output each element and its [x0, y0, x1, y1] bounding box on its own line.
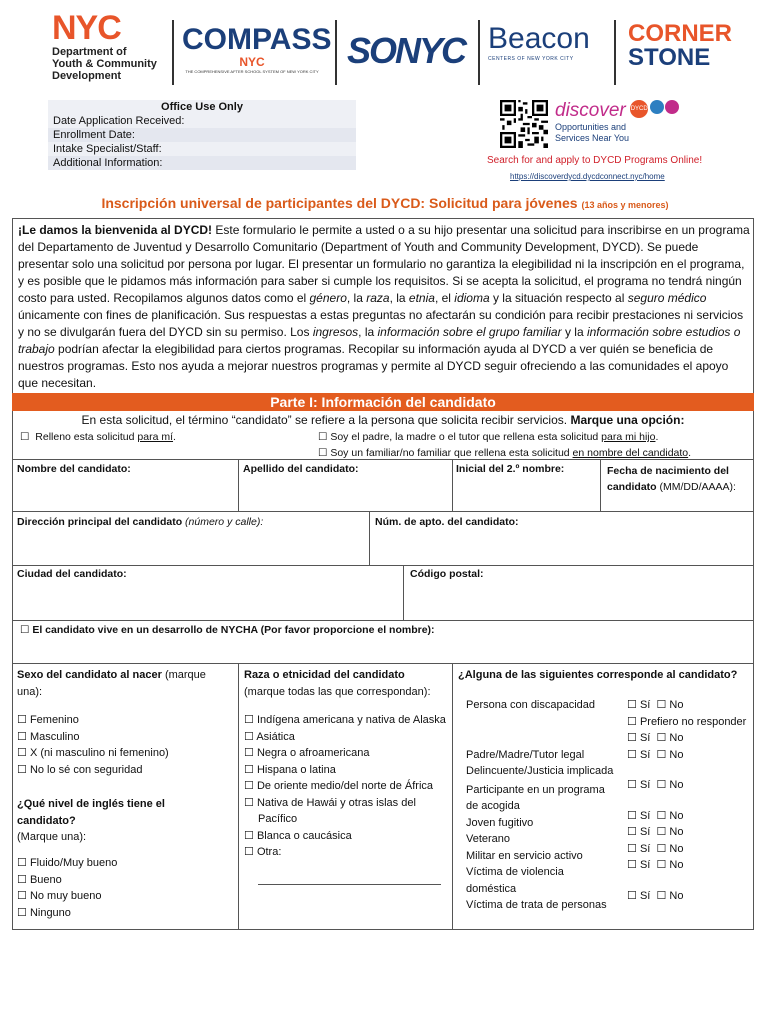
- logo-divider: [335, 20, 337, 85]
- applies-item: Persona con discapacidad: [466, 699, 596, 711]
- intro-sep: , la: [358, 325, 378, 339]
- discover-url-link[interactable]: https://discoverdycd.dycdconnect.nyc/home: [510, 172, 665, 181]
- instr-mark-one: Marque una opción:: [570, 413, 685, 427]
- checkbox[interactable]: ☐: [17, 714, 27, 726]
- other-race-input[interactable]: [258, 884, 441, 885]
- si-label: Sí: [639, 748, 651, 761]
- si-label: Sí: [639, 826, 651, 838]
- search-apply-text: Search for and apply to DYCD Programs Online!: [487, 155, 703, 166]
- nycha-label: El candidato vive en un desarrollo de NYCHA (Por favor proporcione el nombre):: [32, 624, 435, 636]
- grid-line: [452, 459, 453, 511]
- no-label: No: [669, 699, 684, 711]
- no-label: No: [669, 748, 684, 761]
- option-label: Indígena americana y nativa de Alaska: [256, 714, 446, 726]
- stone-text: STONE: [628, 44, 711, 71]
- office-date-received[interactable]: Date Application Received:: [48, 114, 356, 128]
- answer-row[interactable]: [627, 730, 752, 747]
- applies-item: Víctima de violencia doméstica: [466, 866, 564, 895]
- checkbox[interactable]: ☐: [656, 842, 667, 855]
- dept-line-2: Youth & Community: [52, 58, 157, 70]
- english-option[interactable]: [17, 855, 232, 872]
- checkbox[interactable]: ☐: [244, 796, 254, 809]
- race-options: [244, 712, 449, 861]
- option-label: Fluido/Muy bueno: [29, 857, 118, 869]
- dept-line-1: Department of: [52, 46, 127, 58]
- discover-dycd-logo: [555, 100, 679, 144]
- checkbox[interactable]: ☐: [627, 748, 637, 761]
- sonyc-logo: SONYC: [347, 30, 466, 71]
- english-option[interactable]: [17, 888, 232, 905]
- answer-row[interactable]: [627, 857, 752, 874]
- si-label: Sí: [639, 699, 651, 711]
- intro-text-4: podrían afectar la elegibilidad para ciertos programas. Recopilar su información ayuda al DYCD a ver quién se beneficia de nuestros programas. Esto nos ayuda a mejorar nuestros programas y permite al DYCD seguir ofreciendo a las comunidades el apoyo que necesitan.: [18, 342, 729, 390]
- no-label: No: [669, 859, 684, 871]
- field-address[interactable]: [17, 516, 263, 528]
- address-hint: (número y calle):: [182, 516, 264, 528]
- form-title: [0, 195, 770, 211]
- no-label: No: [669, 779, 684, 791]
- intro-welcome: ¡Le damos la bienvenida al DYCD!: [18, 223, 213, 237]
- answer-row[interactable]: [627, 697, 752, 714]
- no-label: No: [669, 889, 684, 902]
- intro-text-1: Este formulario le permite a usted o a su hijo presentar una solicitud para inscribirse en un programa del Departamento de Juventud y Desarrollo Comunitario (Department of Youth and Community Development, DYCD). Se puede presentar solo una solicitud por persona por lugar. El presentar un formulario no garantiza la elegibilidad ni la inscripción en el programa, y es posible que le pidamos más información para saber si cumple los requisitos. Si se acepta la solicitud, el programa no tendrá ningún costo para usted. Recopilamos algunos datos como el: [18, 223, 750, 305]
- checkbox[interactable]: ☐: [20, 624, 30, 636]
- applies-item: Padre/Madre/Tutor legal: [466, 748, 585, 761]
- intro-ingresos: ingresos: [312, 325, 359, 339]
- checkbox[interactable]: ☐: [656, 889, 667, 902]
- intro-sep: , la: [389, 291, 409, 305]
- checkbox[interactable]: ☐: [627, 842, 637, 855]
- english-options: [17, 855, 232, 921]
- intro-estudios: información sobre estudios o trabajo: [18, 325, 741, 356]
- applies-label: ¿Alguna de las siguientes corresponde al candidato?: [458, 669, 738, 681]
- intro-text-2: y la situación respecto al: [489, 291, 628, 305]
- intro-seguro: seguro médico: [627, 291, 707, 305]
- applies-gap: [466, 714, 616, 747]
- opt-text: .: [655, 431, 659, 443]
- grid-line: [12, 620, 754, 621]
- sex-option[interactable]: [17, 729, 232, 746]
- checkbox[interactable]: ☐: [244, 763, 254, 776]
- english-option[interactable]: [17, 872, 232, 889]
- race-option[interactable]: [244, 712, 449, 729]
- intro-sep: y la: [561, 325, 587, 339]
- applies-item: Militar en servicio activo: [466, 849, 583, 862]
- option-label: De oriente medio/del norte de África: [256, 780, 434, 792]
- applies-item: Víctima de trata de personas: [466, 899, 607, 911]
- checkbox[interactable]: ☐: [656, 732, 667, 744]
- answer-gap: [627, 763, 752, 777]
- checkbox[interactable]: ☐: [318, 431, 328, 443]
- grid-line: [452, 663, 453, 930]
- race-option[interactable]: [244, 729, 449, 746]
- part1-header: Parte I: Información del candidato: [12, 393, 754, 411]
- cornerstone-logo: [628, 22, 732, 70]
- office-use-box: [48, 100, 356, 170]
- applies-items: [466, 697, 616, 914]
- opt-text: .: [688, 447, 692, 459]
- checkbox[interactable]: ☐: [244, 829, 254, 842]
- option-label: Femenino: [29, 714, 79, 726]
- grid-line: [238, 663, 239, 930]
- option-for-me[interactable]: [20, 431, 176, 443]
- answer-row[interactable]: [627, 824, 752, 841]
- logo-divider: [478, 20, 480, 85]
- checkbox[interactable]: ☐: [244, 714, 254, 726]
- field-apt[interactable]: Núm. de apto. del candidato:: [375, 516, 519, 528]
- option-label: Ninguno: [29, 906, 71, 919]
- english-option[interactable]: [17, 905, 232, 922]
- compass-tagline: THE COMPREHENSIVE AFTER SCHOOL SYSTEM OF NEW YORK CITY: [185, 69, 319, 74]
- form-title-age: (13 años y menores): [581, 200, 669, 210]
- answer-row[interactable]: [627, 808, 752, 825]
- opt-text: Relleno esta solicitud: [35, 431, 138, 443]
- checkbox[interactable]: ☐: [627, 732, 637, 744]
- sex-question: [17, 667, 232, 700]
- intro-text-3: únicamente con fines de planificación. Sus respuestas a estas preguntas no afectarán su condición para recibir prestaciones ni servicios y no se divulgarán fuera del DYCD sin su permiso. Los: [18, 308, 744, 339]
- grid-line: [369, 511, 370, 565]
- no-label: No: [669, 732, 684, 744]
- checkbox[interactable]: ☐: [17, 730, 27, 743]
- applies-item: Veterano: [466, 833, 511, 845]
- compass-logo: [182, 23, 332, 75]
- si-label: Sí: [639, 779, 651, 791]
- answer-row[interactable]: [627, 714, 752, 731]
- grid-line: [12, 459, 754, 460]
- intro-familiar: información sobre el grupo familiar: [377, 325, 562, 339]
- checkbox[interactable]: ☐: [17, 857, 27, 869]
- checkbox[interactable]: ☐: [17, 747, 27, 759]
- applies-item: Joven fugitivo: [466, 816, 534, 829]
- answer-gap: [627, 874, 752, 888]
- checkbox[interactable]: ☐: [318, 447, 328, 459]
- answer-row[interactable]: [627, 777, 752, 794]
- corner-text: CORNER: [628, 20, 733, 47]
- checkbox[interactable]: ☐: [656, 809, 667, 822]
- field-zip[interactable]: Código postal:: [410, 568, 484, 580]
- option-label: X (ni masculino ni femenino): [29, 747, 169, 759]
- option-relative[interactable]: [318, 447, 691, 459]
- grid-line: [12, 565, 754, 566]
- checkbox[interactable]: ☐: [244, 780, 254, 792]
- form-title-main: Inscripción universal de participantes del DYCD: Solicitud para jóvenes: [101, 195, 578, 211]
- race-question: [244, 667, 449, 700]
- sex-option[interactable]: [17, 712, 232, 729]
- option-label: No lo sé con seguridad: [29, 763, 143, 776]
- answer-gap: [627, 794, 752, 808]
- instr-text: En esta solicitud, el término “candidato” se refiere a la persona que solicita recibir servicios.: [81, 413, 571, 427]
- option-label: Otra:: [256, 846, 282, 858]
- option-label: Bueno: [29, 873, 62, 886]
- no-label: No: [669, 809, 684, 822]
- field-first-name[interactable]: Nombre del candidato:: [17, 463, 131, 475]
- si-label: Sí: [639, 809, 651, 822]
- race-option[interactable]: [244, 762, 449, 779]
- race-option[interactable]: [244, 795, 449, 828]
- qr-code-icon[interactable]: [500, 100, 548, 148]
- applies-item: Delincuente/Justicia implicada: [466, 765, 614, 777]
- intro-sep: , el: [434, 291, 455, 305]
- applies-item: Participante en un programa de acogida: [466, 783, 605, 812]
- opt-underline: para mí: [137, 431, 174, 443]
- option-label: Negra o afroamericana: [256, 747, 370, 759]
- checkbox[interactable]: ☐: [244, 846, 254, 858]
- sex-label: Sexo del candidato al nacer: [17, 669, 162, 681]
- opt-underline: en nombre del candidato: [572, 447, 689, 459]
- dept-line-3: Development: [52, 70, 122, 82]
- intro-idioma: idioma: [454, 291, 490, 305]
- grid-line: [600, 459, 601, 511]
- no-label: No: [669, 842, 684, 855]
- intro-genero: género: [309, 291, 347, 305]
- opt-text: Soy un familiar/no familiar que rellena esta solicitud: [330, 447, 573, 459]
- office-use-title: Office Use Only: [48, 100, 356, 114]
- dob-label: Fecha de nacimiento del candidato: [607, 465, 729, 493]
- discover-sub-2: Services Near You: [555, 133, 630, 143]
- checkbox[interactable]: ☐: [244, 730, 254, 743]
- checkbox[interactable]: ☐: [627, 889, 637, 902]
- field-city[interactable]: Ciudad del candidato:: [17, 568, 127, 580]
- field-dob[interactable]: [607, 463, 752, 495]
- no-label: No: [669, 826, 684, 838]
- opt-text: .: [173, 431, 176, 443]
- checkbox[interactable]: ☐: [17, 873, 27, 886]
- checkbox[interactable]: ☐: [17, 763, 27, 776]
- answer-row[interactable]: [627, 888, 752, 905]
- si-label: Sí: [639, 732, 651, 744]
- sex-hint: (marque una):: [17, 669, 206, 698]
- english-question: [17, 796, 217, 846]
- race-option[interactable]: [244, 844, 449, 861]
- intro-paragraph: [18, 222, 750, 392]
- checkbox[interactable]: ☐: [627, 699, 637, 711]
- compass-nyc-text: NYC: [239, 55, 265, 69]
- map-pin-icon: [650, 100, 664, 114]
- checkbox[interactable]: ☐: [656, 699, 667, 711]
- opt-text: Soy el padre, la madre o el tutor que rellena esta solicitud: [330, 431, 602, 443]
- part1-instructions: [12, 413, 754, 427]
- discover-sub-1: Opportunities and: [555, 122, 627, 132]
- field-last-name[interactable]: Apellido del candidato:: [243, 463, 359, 475]
- checkbox[interactable]: ☐: [20, 431, 30, 443]
- checkbox[interactable]: ☐: [627, 779, 637, 791]
- race-label: Raza o etnicidad del candidato: [244, 669, 405, 681]
- checkbox[interactable]: ☐: [656, 826, 667, 838]
- logo-divider: [172, 20, 174, 85]
- field-nycha[interactable]: [20, 624, 435, 636]
- intro-raza: raza: [366, 291, 390, 305]
- address-label: Dirección principal del candidato: [17, 516, 183, 528]
- discover-word: discover: [555, 100, 626, 121]
- dob-format: (MM/DD/AAAA):: [656, 481, 736, 493]
- english-hint: (Marque una):: [17, 831, 87, 843]
- office-enrollment-date[interactable]: Enrollment Date:: [48, 128, 356, 142]
- applies-answers: [627, 697, 752, 904]
- beacon-text: Beacon: [488, 22, 590, 55]
- race-option[interactable]: [244, 745, 449, 762]
- race-option[interactable]: [244, 828, 449, 845]
- checkbox[interactable]: ☐: [656, 859, 667, 871]
- sex-options: [17, 712, 232, 778]
- english-label: ¿Qué nivel de inglés tiene el candidato?: [17, 798, 165, 827]
- option-label: Nativa de Hawái y otras islas del Pacífico: [256, 796, 416, 825]
- answer-row[interactable]: [627, 841, 752, 858]
- checkbox[interactable]: ☐: [627, 826, 637, 838]
- answer-row[interactable]: [627, 747, 752, 764]
- checkbox[interactable]: ☐: [17, 890, 27, 902]
- race-hint: (marque todas las que correspondan):: [244, 685, 431, 698]
- checkbox[interactable]: ☐: [656, 779, 667, 791]
- nyc-dycd-logo: [52, 10, 167, 92]
- prefer-label: Prefiero no responder: [639, 715, 747, 728]
- checkbox[interactable]: ☐: [244, 747, 254, 759]
- grid-line: [12, 511, 754, 512]
- grid-line: [238, 459, 239, 511]
- nyc-logo-text: NYC: [52, 9, 121, 47]
- si-label: Sí: [639, 859, 651, 871]
- si-label: Sí: [639, 842, 651, 855]
- option-label: Masculino: [29, 730, 80, 743]
- si-label: Sí: [639, 889, 651, 902]
- beacon-tagline: CENTERS OF NEW YORK CITY: [488, 56, 574, 62]
- option-parent[interactable]: [318, 431, 658, 443]
- field-middle-initial[interactable]: Inicial del 2.º nombre:: [456, 463, 565, 475]
- sex-option[interactable]: [17, 762, 232, 779]
- grid-line: [403, 565, 404, 620]
- office-intake-specialist[interactable]: Intake Specialist/Staff:: [48, 142, 356, 156]
- checkbox[interactable]: ☐: [17, 906, 27, 919]
- map-pin-icon: [665, 100, 679, 114]
- checkbox[interactable]: ☐: [627, 715, 637, 728]
- intro-sep: , la: [346, 291, 367, 305]
- intro-etnia: etnia: [408, 291, 435, 305]
- option-label: No muy bueno: [29, 890, 102, 902]
- applies-question: [458, 667, 748, 684]
- opt-underline: para mi hijo: [601, 431, 656, 443]
- checkbox[interactable]: ☐: [627, 859, 637, 871]
- option-label: Blanca o caucásica: [256, 829, 352, 842]
- option-label: Asiática: [256, 730, 295, 743]
- grid-line: [12, 663, 754, 664]
- office-additional-info[interactable]: Additional Information:: [48, 156, 356, 170]
- sex-option[interactable]: [17, 745, 232, 762]
- checkbox[interactable]: ☐: [656, 748, 667, 761]
- compass-text: COMPASS: [182, 23, 332, 56]
- logo-divider: [614, 20, 616, 85]
- checkbox[interactable]: ☐: [627, 809, 637, 822]
- option-label: Hispana o latina: [256, 763, 336, 776]
- beacon-logo: [488, 22, 603, 62]
- race-option[interactable]: [244, 778, 449, 795]
- dycd-pin-icon: DYCD: [630, 100, 648, 118]
